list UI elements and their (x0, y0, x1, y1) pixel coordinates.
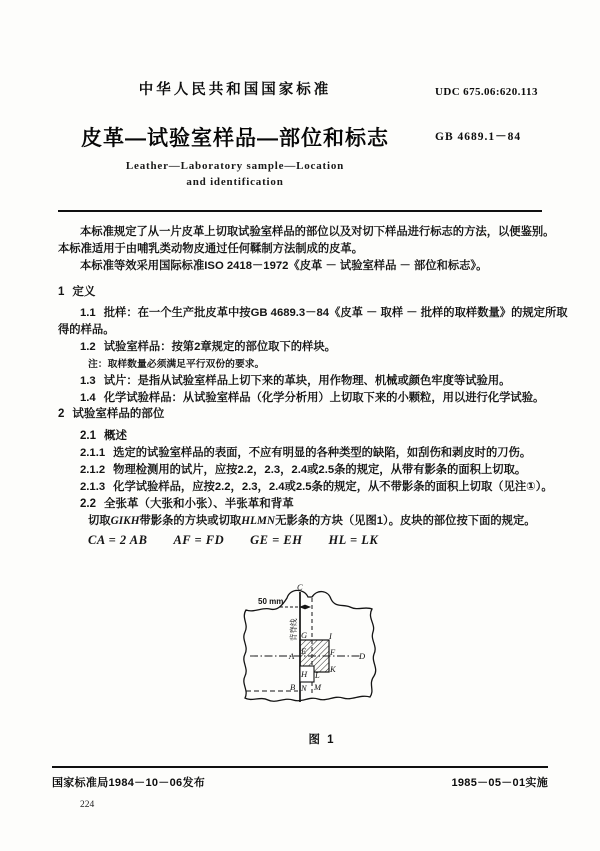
section-2-number: 2 (58, 408, 65, 420)
section-2-1-title: 概述 (104, 430, 127, 442)
section-2-1-number: 2.1 (80, 430, 96, 442)
item-1-4-number: 1.4 (80, 392, 96, 404)
body-middle: 带影条的方块或切取 (139, 515, 242, 527)
equation-2: AF = FD (173, 533, 225, 547)
item-2-1-3-number: 2.1.3 (80, 481, 106, 493)
section-1-heading (58, 284, 542, 301)
section-2-heading (58, 406, 542, 423)
label-point-f: F (330, 647, 336, 657)
item-1-4-text: 化学试验样品：从试验室样品（化学分析用）上切取下来的小颗粒，用以进行化学试验。 (103, 392, 545, 404)
dimension-label-50mm: 50 mm (258, 597, 284, 606)
section-2-2-heading (58, 496, 542, 513)
item-2-1-1 (58, 445, 542, 462)
footer-divider-rule (52, 766, 548, 768)
udc-code: UDC 675.06:620.113 (435, 86, 538, 98)
header-divider-rule (58, 210, 542, 212)
item-1-1-line2: 得的样品。 (58, 324, 115, 336)
equations-line (58, 532, 542, 549)
equation-3: GE = EH (250, 533, 303, 547)
scope-para2: 本标准等效采用国际标准ISO 2418－1972《皮革 － 试验室样品 － 部位和标志》。 (80, 260, 488, 272)
section-2-2-number: 2.2 (80, 498, 96, 510)
item-2-1-1-text: 选定的试验室样品的表面，不应有明显的各种类型的缺陷，如刮伤和剥皮时的刀伤。 (113, 447, 532, 459)
label-point-i: I (329, 631, 332, 641)
section-1-items (58, 305, 568, 407)
section-2-2-body-line (58, 513, 542, 530)
label-point-d: D (359, 651, 366, 661)
effective-date: 1985－05－01实施 (451, 777, 548, 789)
item-2-1-2-number: 2.1.2 (80, 464, 106, 476)
body-prefix: 切取 (88, 515, 111, 527)
item-1-3 (58, 373, 542, 390)
section-2-1-block (58, 428, 553, 549)
section-1-number: 1 (58, 286, 65, 298)
section-2-1-heading (58, 428, 542, 445)
square-symbol-hlmn: HLMN (241, 515, 276, 527)
section-2-2-title: 全张革（大张和小张）、半张革和背革 (104, 498, 294, 510)
label-point-h: H (301, 669, 308, 679)
figure-1-diagram (232, 578, 412, 728)
label-point-c: C (297, 582, 303, 592)
square-symbol-gikh: GIKH (110, 515, 140, 527)
item-2-1-2 (58, 462, 542, 479)
item-1-2-note: 注：取样数量必须满足平行双份的要求。 (88, 359, 265, 370)
label-point-n: N (301, 683, 307, 693)
scope-block (58, 224, 555, 275)
item-2-1-1-number: 2.1.1 (80, 447, 106, 459)
label-point-g: G (301, 630, 308, 640)
page-number: 224 (80, 800, 95, 810)
english-title-line-2: and identification (186, 176, 284, 188)
english-title-line-1: Leather—Laboratory sample—Location (125, 160, 345, 172)
label-point-k: K (330, 664, 336, 674)
scope-para1-line1: 本标准规定了从一片皮革上切取试验室样品的部位以及对切下样品进行标志的方法，以便鉴别。 (80, 226, 555, 238)
scope-para1-line2: 本标准适用于由哺乳类动物皮通过任何鞣制方法制成的皮革。 (58, 243, 364, 255)
label-point-l: L (315, 670, 320, 680)
body-suffix: 无影条的方块（见图1）。皮块的部位按下面的规定。 (275, 515, 536, 527)
label-point-b: B (290, 682, 296, 692)
label-point-m: M (314, 682, 322, 692)
equation-4: HL = LK (328, 533, 379, 547)
item-1-2-text: 试验室样品：按第2章规定的部位取下的样块。 (103, 341, 336, 353)
item-1-1-text: 批样：在一个生产批皮革中按GB 4689.3－84《皮革 － 取样 － 批样的取样数量》的规定所取 (103, 307, 568, 319)
section-2-title: 试验室样品的部位 (72, 408, 165, 420)
backbone-line-label: 背脊线 (289, 618, 298, 641)
section-1-title: 定义 (72, 286, 96, 298)
issue-date: 国家标准局1984－10－06发布 (52, 777, 206, 789)
item-1-2-number: 1.2 (80, 341, 96, 353)
item-2-1-2-text: 物理检测用的试片，应按2.2，2.3，2.4或2.5条的规定，从带有影条的面积上切取。 (113, 464, 527, 476)
item-1-2 (58, 339, 542, 356)
item-1-4 (58, 390, 545, 407)
item-1-1-number: 1.1 (80, 307, 96, 319)
item-2-1-3 (58, 479, 553, 496)
national-standard-banner: 中华人民共和国国家标准 (138, 82, 332, 98)
label-point-a: A (289, 651, 295, 661)
figure-1-caption: 图 1 (308, 734, 336, 746)
label-point-e: E (301, 646, 307, 656)
item-1-3-text: 试片：是指从试验室样品上切下来的革块，用作物理、机械或颜色牢度等试验用。 (103, 375, 511, 387)
page-title: 皮革—试验室样品—部位和标志 (81, 127, 389, 150)
item-1-1-line1 (58, 305, 568, 322)
standard-number: GB 4689.1－84 (435, 131, 522, 143)
equation-1: CA = 2 AB (88, 533, 148, 547)
item-1-3-number: 1.3 (80, 375, 96, 387)
item-2-1-3-text: 化学试验样品，应按2.2，2.3，2.4或2.5条的规定，从不带影条的面积上切取（见注①）。 (113, 481, 553, 493)
dimension-arrow-right (305, 605, 311, 610)
leather-hide-schematic (232, 578, 412, 728)
